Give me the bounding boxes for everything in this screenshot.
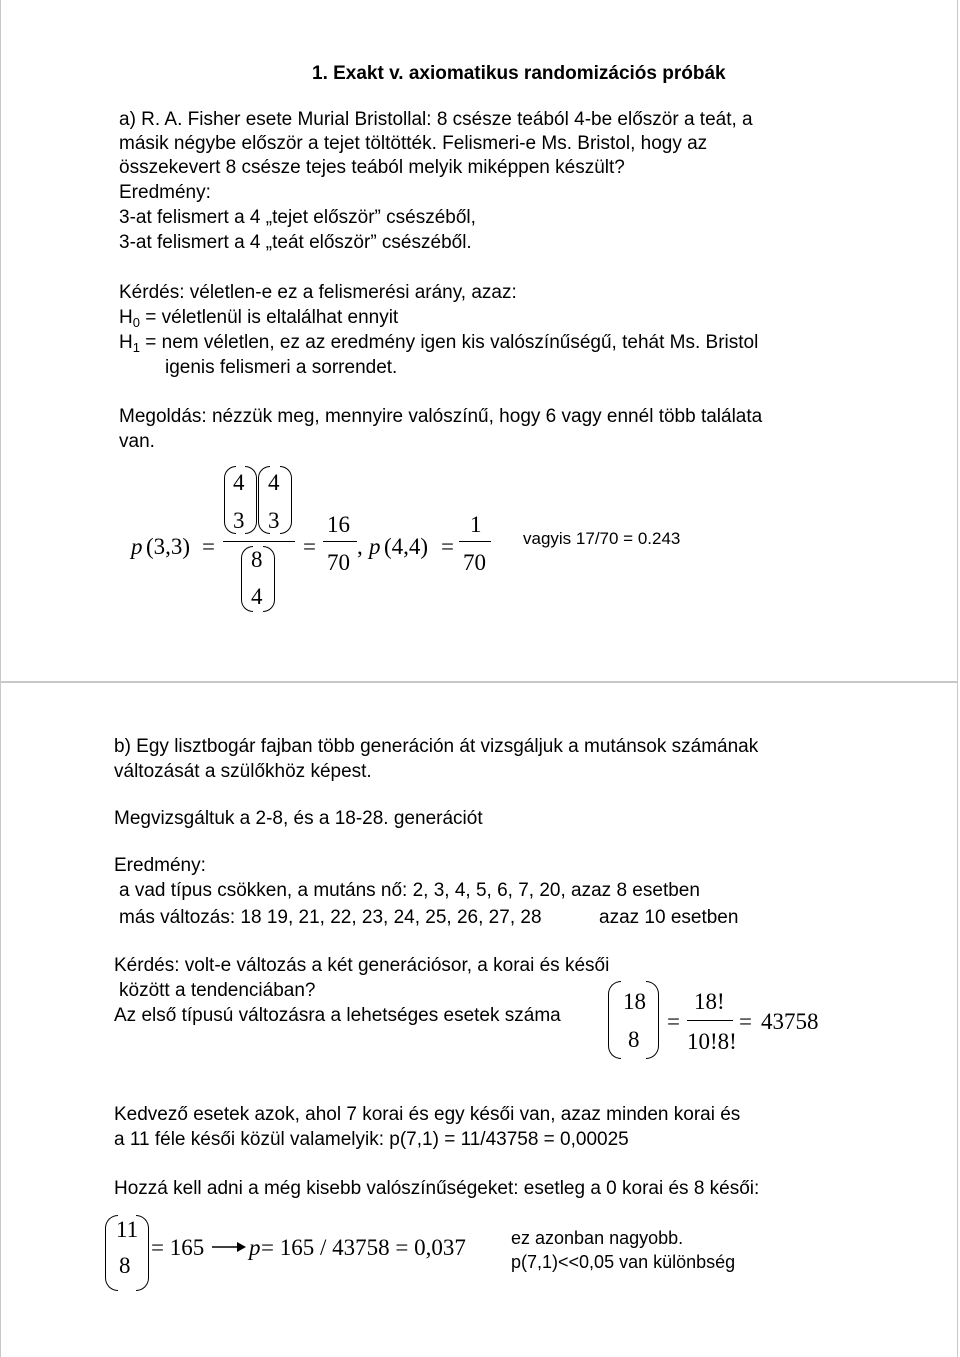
- para-a-line-6: 3-at felismert a 4 „teát először” csészéből.: [119, 232, 472, 253]
- result-line-2a: más változás: 18 19, 21, 22, 23, 24, 25, 26, 27, 28: [119, 907, 542, 928]
- para-b-line-1: b) Egy lisztbogár fajban több generáción át vizsgáljuk a mutánsok számának: [114, 736, 759, 757]
- binom2-right-paren: [280, 466, 292, 534]
- equals-sign-1: =: [202, 534, 215, 559]
- solution-line-1: Megoldás: nézzük meg, mennyire valószínű, hogy 6 vagy ennél több találata: [119, 406, 763, 427]
- para-a-line-2: másik négybe először a tejet töltötték. Felismeri-e Ms. Bristol, hogy az: [119, 133, 708, 154]
- binom11-top: 11: [116, 1217, 139, 1242]
- final-expression: = 165 / 43758 = 0,037: [261, 1235, 466, 1260]
- binom2-bottom: 3: [268, 508, 280, 533]
- main-fraction-line: [223, 541, 295, 542]
- binom2-top: 4: [268, 470, 280, 495]
- frac2-line: [459, 541, 491, 542]
- slide-title: 1. Exakt v. axiomatikus randomizációs próbák: [312, 63, 726, 84]
- para-b-line-2: változását a szülőkhöz képest.: [114, 761, 372, 782]
- para-a-line-3: összekevert 8 csésze tejes teából melyik miképpen készült?: [119, 157, 625, 178]
- question-line-1: Kérdés: volt-e változás a két generációsor, a korai és késői: [114, 955, 610, 976]
- conclusion-line-2: p(7,1)<<0,05 van különbség: [511, 1252, 736, 1272]
- frac2-numerator: 1: [470, 512, 482, 537]
- equals-sign-3: =: [441, 534, 454, 559]
- favorable-line-2: a 11 féle késői közül valamelyik: p(7,1) = 11/43758 = 0,00025: [114, 1129, 629, 1150]
- binom11-right-paren: [136, 1215, 149, 1291]
- binom1-top: 4: [233, 470, 245, 495]
- formula-comma: ,: [357, 534, 363, 559]
- binom3-right-paren: [263, 546, 275, 612]
- equals-sign-4: =: [667, 1009, 680, 1034]
- solution-line-2: van.: [119, 431, 155, 452]
- favorable-line-1: Kedvező esetek azok, ahol 7 korai és egy késői van, azaz minden korai és: [114, 1104, 741, 1125]
- add-probabilities-line: Hozzá kell adni a még kisebb valószínűségeket: esetleg a 0 korai és 8 késői:: [114, 1178, 760, 1199]
- binom18-bottom: 8: [628, 1027, 640, 1052]
- binom3-bottom: 4: [251, 584, 263, 609]
- final-equals-165: = 165: [151, 1235, 205, 1260]
- question-line-3: Az első típusú változásra a lehetséges esetek száma: [114, 1005, 561, 1026]
- binom3-top: 8: [251, 547, 263, 572]
- binom1-right-paren: [245, 466, 257, 534]
- examined-generations: Megvizsgáltuk a 2-8, és a 18-28. generációt: [114, 808, 483, 829]
- frac1-line: [323, 541, 357, 542]
- para-a-line-5: 3-at felismert a 4 „tejet először” csészéből,: [119, 207, 476, 228]
- para-a-line-1: a) R. A. Fisher esete Murial Bristollal: 8 csésze teából 4-be először a teát, a: [119, 109, 753, 130]
- frac1-numerator: 16: [327, 512, 350, 537]
- p2-label: p: [369, 534, 381, 559]
- hypothesis-h0: $H_0$ = véletlenül is eltalálhat ennyit: [119, 307, 399, 330]
- question-line-2: között a tendenciában?: [119, 980, 316, 1001]
- hypothesis-h1: $H_1$ = nem véletlen, ez az eredmény igen kis valószínűségű, tehát Ms. Bristol: [119, 332, 759, 355]
- binom18-top: 18: [623, 989, 646, 1014]
- binom1-bottom: 3: [233, 508, 245, 533]
- equals-sign-5: =: [739, 1009, 752, 1034]
- formula-result: vagyis 17/70 = 0.243: [523, 529, 681, 548]
- question-line: Kérdés: véletlen-e ez a felismerési arány, azaz:: [119, 282, 517, 303]
- conclusion-line-1: ez azonban nagyobb.: [511, 1228, 684, 1248]
- factorial-numerator: 18!: [694, 989, 725, 1014]
- slide-2: [0, 682, 958, 1357]
- para-a-line-4: Eredmény:: [119, 182, 211, 203]
- implies-arrow-icon: [211, 1239, 247, 1255]
- p1-label: p: [131, 534, 143, 559]
- hypothesis-h1-continuation: igenis felismeri a sorrendet.: [165, 357, 398, 378]
- result-line-2b: azaz 10 esetben: [599, 907, 739, 928]
- p1-args: (3,3): [146, 534, 191, 559]
- binom11-bottom: 8: [119, 1253, 131, 1278]
- equals-sign-2: =: [303, 534, 316, 559]
- result-label: Eredmény:: [114, 855, 206, 876]
- frac2-denominator: 70: [463, 550, 486, 575]
- factorial-denominator: 10!8!: [687, 1029, 737, 1054]
- frac1-denominator: 70: [327, 550, 350, 575]
- total-cases-value: 43758: [761, 1009, 819, 1034]
- factorial-fraction-line: [687, 1020, 733, 1021]
- result-line-1: a vad típus csökken, a mutáns nő: 2, 3, 4, 5, 6, 7, 20, azaz 8 esetben: [119, 880, 700, 901]
- p2-args: (4,4): [384, 534, 429, 559]
- final-p: p: [249, 1235, 261, 1260]
- binom18-right-paren: [646, 981, 659, 1059]
- binom18-left-paren: [608, 981, 621, 1059]
